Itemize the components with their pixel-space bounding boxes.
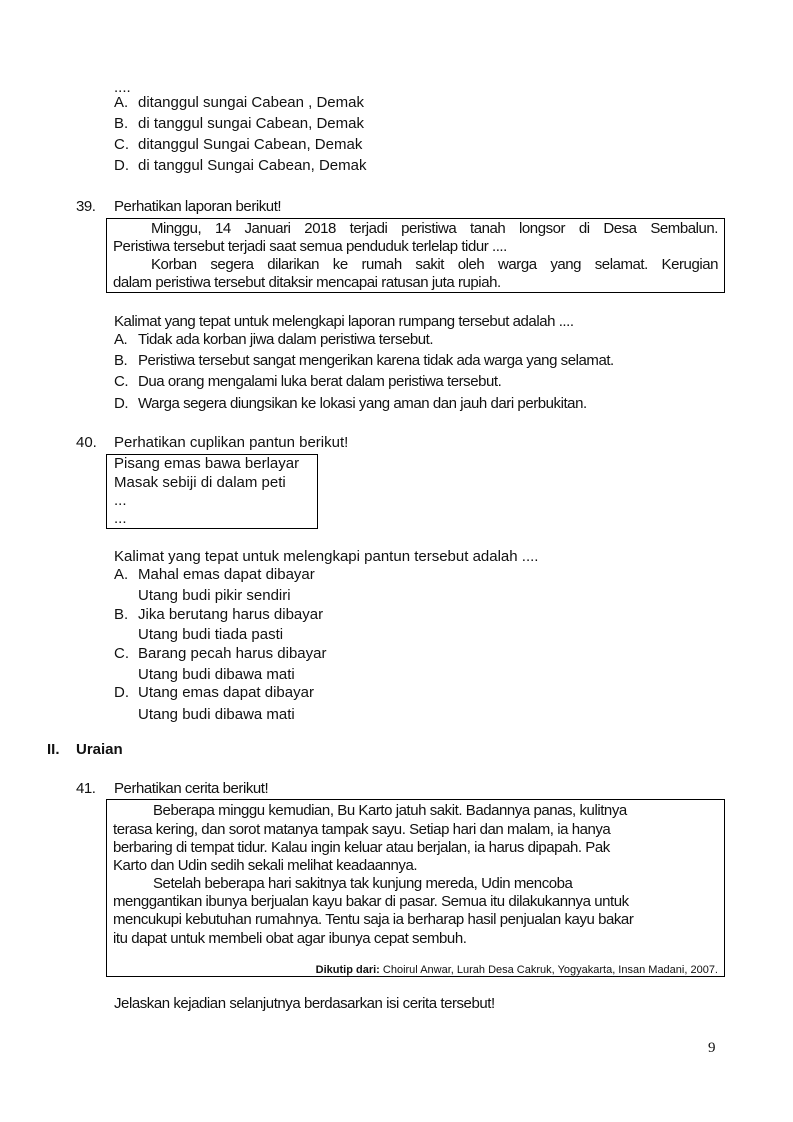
citation-text: Choirul Anwar, Lurah Desa Cakruk, Yogyakarta, Insan Madani, 2007.: [379, 964, 718, 976]
citation: [316, 961, 718, 980]
ellipsis: ....: [114, 79, 131, 96]
question-prompt: Perhatikan cerita berikut!: [114, 780, 269, 797]
report-box: Minggu, 14 Januari 2018 terjadi peristiwa tanah longsor di Desa Sembalun. Peristiwa tersebut terjadi saat semua penduduk terlelap tidur .... Korban segera dilarikan ke rumah sakit oleh warga yang selamat. Kerugian dalam peristiwa tersebut ditaksir mencapai ratusan juta rupiah.: [106, 218, 725, 293]
question-text: Kalimat yang tepat untuk melengkapi laporan rumpang tersebut adalah ....: [114, 313, 574, 330]
citation-label: Dikutip dari:: [315, 964, 380, 976]
question-prompt: Perhatikan cuplikan pantun berikut!: [114, 434, 349, 451]
question-text: Kalimat yang tepat untuk melengkapi pantun tersebut adalah ....: [114, 548, 539, 565]
section-title: Uraian: [76, 741, 123, 758]
pantun-box: Pisang emas bawa berlayar Masak sebiji di dalam peti ... ...: [106, 454, 318, 529]
question-prompt: Perhatikan laporan berikut!: [114, 198, 282, 215]
page-number: 9: [708, 1040, 716, 1056]
question-number: 41.: [76, 780, 96, 797]
question-number: 40.: [76, 434, 97, 451]
section-numeral: II.: [47, 741, 60, 758]
question-text: Jelaskan kejadian selanjutnya berdasarkan isi cerita tersebut!: [114, 995, 495, 1012]
question-number: 39.: [76, 198, 96, 215]
story-box: Beberapa minggu kemudian, Bu Karto jatuh sakit. Badannya panas, kulitnya terasa kering, dan sorot matanya tampak sayu. Setiap hari dan malam, ia hanya berbaring di tempat tidur. Kalau ingin keluar atau berjalan, ia harus dipapah. Pak Karto dan Udin sedih sekali melihat keadaannya. Setelah beberapa hari sakitnya tak kunjung mereda, Udin mencoba menggantikan ibunya berjualan kayu bakar di pasar. Semua itu dilakukannya untuk mencukupi kebutuhan rumahnya. Tentu saja ia berharap hasil penjualan kayu bakar itu dapat untuk membeli obat agar ibunya cepat sembuh. Dikutip dari: Choirul Anwar, Lurah Desa Cakruk, Yogyakarta, Insan Madani, 2007.: [106, 799, 725, 977]
